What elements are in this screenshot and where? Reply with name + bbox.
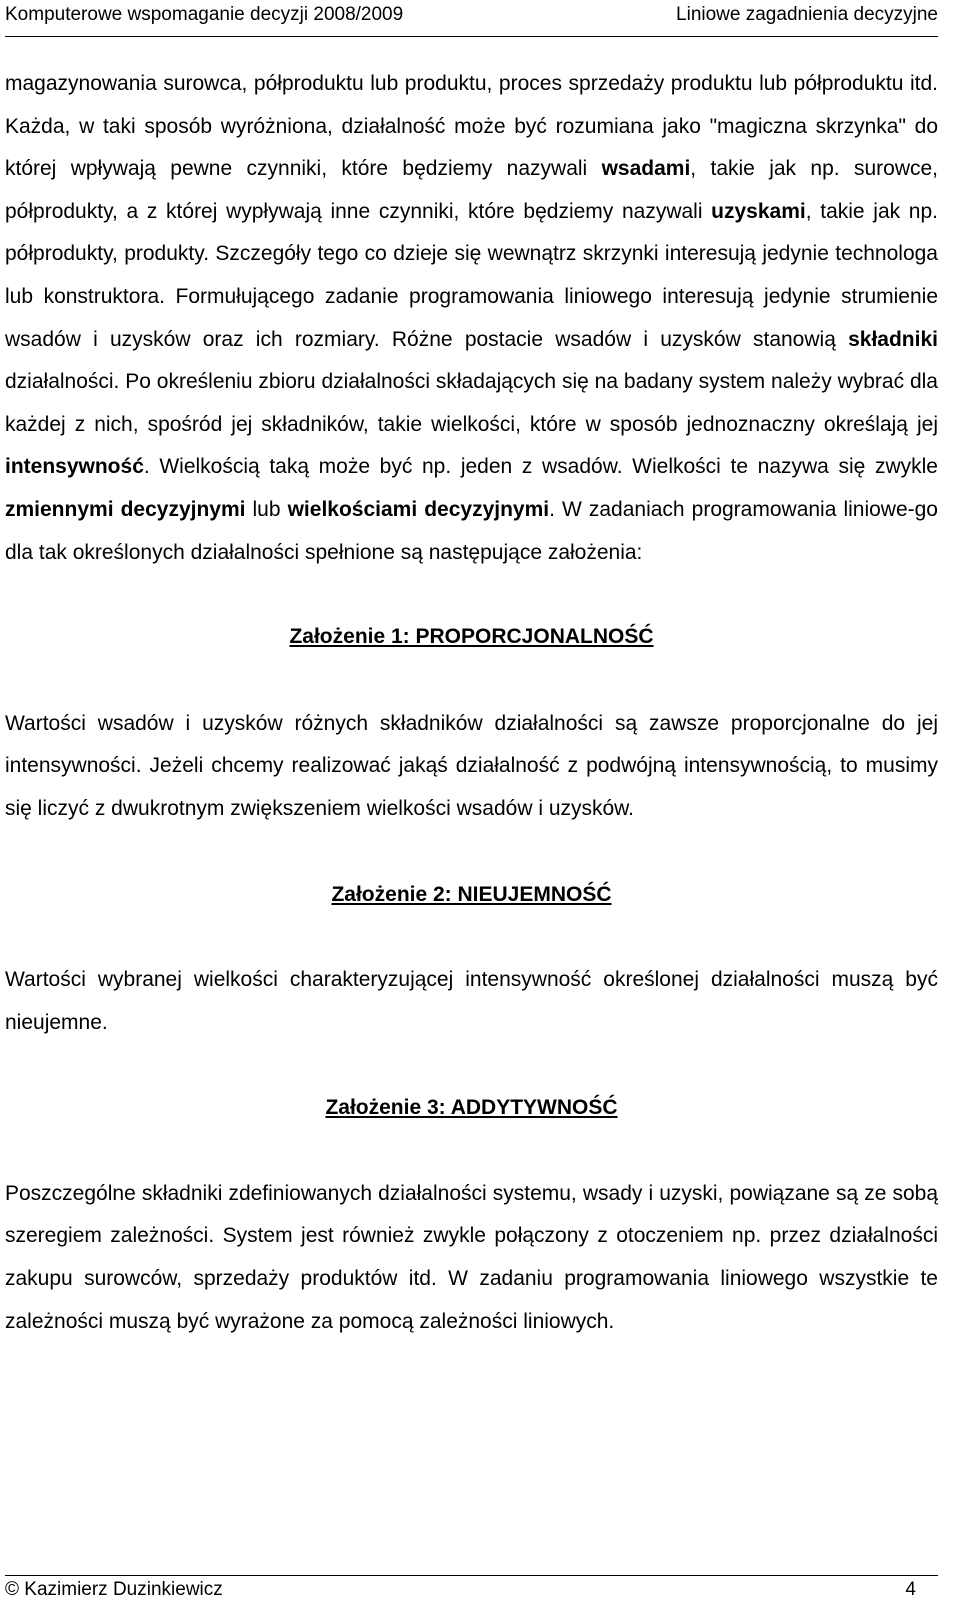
header-course-title: Komputerowe wspomaganie decyzji 2008/2009	[5, 4, 404, 25]
text-run: . W zadaniach programowania liniowe-go dla tak określonych działalności spełnione są następujące założenia:	[5, 497, 938, 564]
document-body	[5, 63, 938, 1343]
page-number: 4	[905, 1579, 916, 1600]
term-zmienne-decyzyjne: zmiennymi decyzyjnymi	[5, 497, 246, 521]
term-skladniki: składniki	[848, 327, 938, 351]
section-text-nieujemnosc: Wartości wybranej wielkości charakteryzującej intensywność określonej działalności muszą być nieujemne.	[5, 968, 938, 1034]
page-footer	[5, 1575, 938, 1602]
text-run: działalności. Po określeniu zbioru działalności składających się na badany system należy wybrać dla każdej z nich, spośród jej składników, takie wielkości, które w sposób jednoznaczny określają jej	[5, 370, 938, 436]
text-run: , takie jak np. półprodukty, produkty. Szczegóły tego co dzieje się wewnątrz skrzynki interesują jedynie technologa lub konstruktora. Formułującego zadanie programowania liniowego interesują jedynie strumienie wsadów i uzysków oraz ich rozmiary. Różne postacie wsadów i uzysków stanowią	[5, 199, 938, 351]
footer-copyright: © Kazimierz Duzinkiewicz	[5, 1579, 223, 1600]
intro-paragraph	[5, 63, 938, 574]
header-chapter-title: Liniowe zagadnienia decyzyjne	[676, 4, 938, 25]
term-wsadami: wsadami	[601, 157, 691, 181]
text-run: , takie jak np. surowce, półprodukty, a z której wypływają inne czynniki, które będziemy nazywali	[5, 157, 938, 223]
section-heading-proporcjonalnosc: Założenie 1: PROPORCJONALNOŚĆ	[289, 625, 654, 649]
section-text-addytywnosc: Poszczególne składniki zdefiniowanych działalności systemu, wsady i uzyski, powiązane są ze sobą szeregiem zależności. System jest również zwykle połączony z otoczeniem np. przez działalności zakupu surowców, sprzedaży produktów itd. W zadaniu programowania liniowego wszystkie te zależności muszą być wyrażone za pomocą zależności liniowych.	[5, 1181, 938, 1333]
text-run: magazynowania surowca, półproduktu lub produktu, proces sprzedaży produktu lub półproduktu itd. Każda, w taki sposób wyróżniona, działalność może być rozumiana jako "magiczna skrzynka" do której wpływają pewne czynniki, które będziemy nazywali	[5, 72, 938, 181]
section-heading-nieujemnosc: Założenie 2: NIEUJEMNOŚĆ	[331, 882, 612, 906]
section-heading-addytywnosc: Założenie 3: ADDYTYWNOŚĆ	[325, 1096, 618, 1120]
term-wielkosci-decyzyjne: wielkościami decyzyjnymi	[287, 497, 550, 521]
text-run: lub	[245, 497, 288, 521]
section-text-proporcjonalnosc: Wartości wsadów i uzysków różnych składników działalności są zawsze proporcjonalne do jej intensywności. Jeżeli chcemy realizować jakąś działalność z podwójną intensywnością, to musimy się liczyć z dwukrotnym zwiększeniem wielkości wsadów i uzysków.	[5, 711, 938, 820]
page-header	[5, 0, 938, 37]
term-intensywnosc: intensywność	[5, 455, 144, 479]
term-uzyskami: uzyskami	[711, 199, 806, 223]
text-run: . Wielkością taką może być np. jeden z wsadów. Wielkości te nazywa się zwykle	[143, 455, 938, 479]
